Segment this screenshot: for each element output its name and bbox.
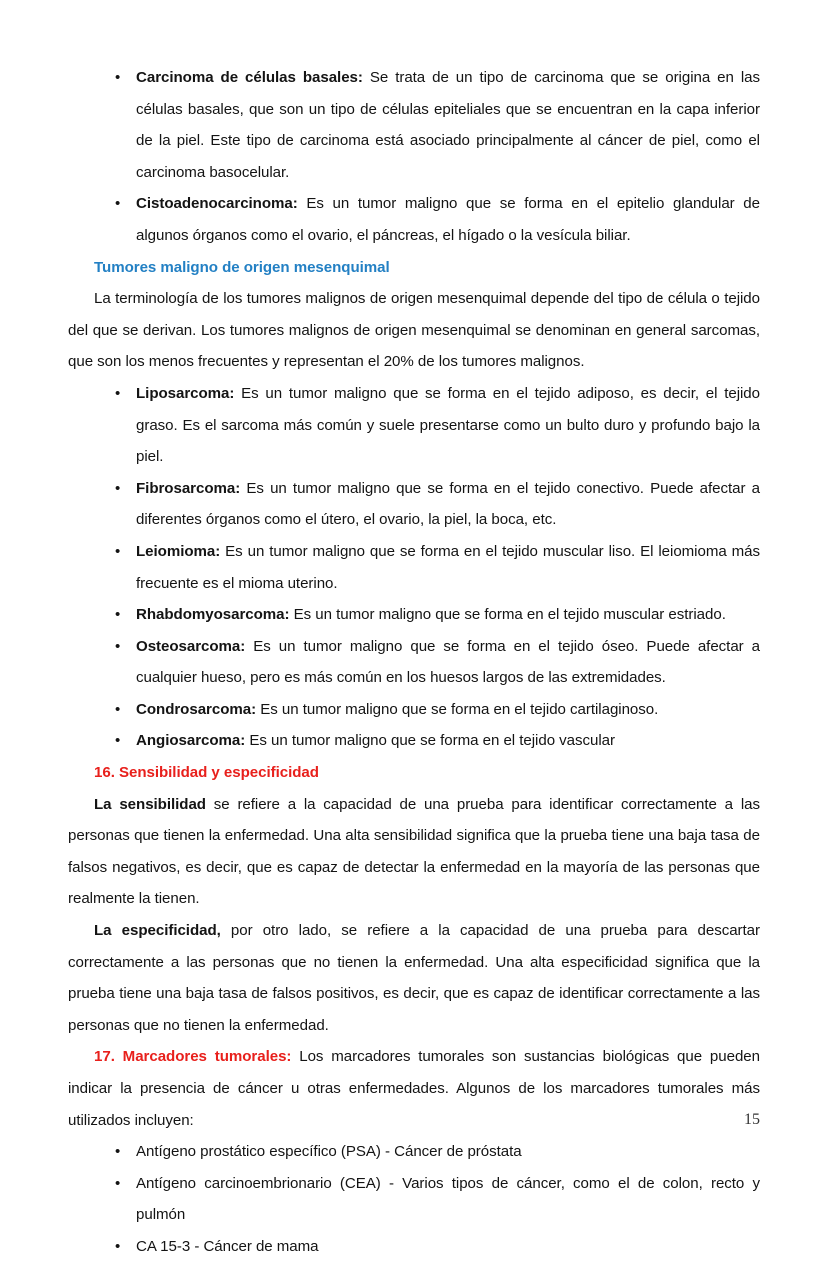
list-item [68, 1231, 760, 1263]
list-item [68, 62, 760, 188]
paragraph-mesenquimal: La terminología de los tumores malignos de origen mesenquimal depende del tipo de célula o tejido del que se derivan. Los tumores malignos de origen mesenquimal se denominan en general sarcomas, que son los menos frecuentes y representan el 20% de los tumores malignos. [68, 290, 760, 371]
list-item [68, 631, 760, 694]
list-item-text: Es un tumor maligno que se forma en el tejido cartilaginoso. [256, 700, 659, 718]
list-item-text: Es un tumor maligno que se forma en el epitelio glandular de algunos órganos como el ovario, el páncreas, el hígado o la vesícula biliar. [136, 195, 760, 244]
list-item-text: Es un tumor maligno que se forma en el tejido adiposo, es decir, el tejido graso. Es el sarcoma más común y suele presentarse como un bulto duro y profundo bajo la piel. [136, 384, 760, 466]
list-item [68, 1136, 760, 1168]
list-item-term: Cistoadenocarcinoma: [136, 195, 298, 213]
list-item-text: Es un tumor maligno que se forma en el tejido muscular estriado. [289, 606, 726, 624]
list-item-text: Antígeno carcinoembrionario (CEA) - Varios tipos de cáncer, como el de colon, recto y pulmón [136, 1174, 760, 1224]
paragraph-especificidad-rest: por otro lado, se refiere a la capacidad de una prueba para descartar correctamente a las personas que no tienen la enfermedad. Una alta especificidad significa que la prueba tiene una baja tasa de falsos positivos, es decir, que es capaz de identificar correctamente a las personas que no tienen la enfermedad. [68, 922, 760, 1034]
paragraph-especificidad [68, 915, 760, 1041]
bullet-list-marcadores-tumorales [68, 1136, 760, 1262]
page-number: 15 [744, 1111, 760, 1128]
paragraph-especificidad-lead: La especificidad, [94, 922, 221, 940]
list-item [68, 694, 760, 726]
list-item-term: Osteosarcoma: [136, 637, 246, 655]
bullet-list-epithelial-carcinomas [68, 62, 760, 252]
list-item-text: Antígeno prostático específico (PSA) - Cáncer de próstata [136, 1143, 522, 1161]
list-item-term: Leiomioma: [136, 542, 221, 560]
list-item [68, 725, 760, 757]
section-heading-16: 16. Sensibilidad y especificidad [94, 764, 319, 782]
list-item-text: Es un tumor maligno que se forma en el tejido vascular [245, 732, 615, 750]
section-heading-17: 17. Marcadores tumorales: [94, 1048, 292, 1066]
list-item [68, 1168, 760, 1231]
list-item [68, 536, 760, 599]
list-item [68, 188, 760, 251]
list-item [68, 473, 760, 536]
list-item-term: Condrosarcoma: [136, 700, 257, 718]
list-item-term: Angiosarcoma: [136, 732, 246, 750]
list-item-text: Es un tumor maligno que se forma en el tejido muscular liso. El leiomioma más frecuente es el mioma uterino. [136, 542, 760, 592]
bullet-list-sarcomas [68, 378, 760, 757]
paragraph-sensibilidad-lead: La sensibilidad [94, 795, 206, 813]
list-item-term: Carcinoma de células basales: [136, 69, 363, 86]
list-item-term: Rhabdomyosarcoma: [136, 606, 290, 624]
list-item-term: Fibrosarcoma: [136, 479, 241, 497]
paragraph-17-rest: Los marcadores tumorales son sustancias biológicas que pueden indicar la presencia de cáncer u otras enfermedades. Algunos de los marcadores tumorales más utilizados incluyen: [68, 1048, 760, 1129]
list-item-text: Es un tumor maligno que se forma en el tejido conectivo. Puede afectar a diferentes órganos como el útero, el ovario, la piel, la boca, etc. [136, 479, 760, 529]
list-item-term: Liposarcoma: [136, 384, 235, 402]
section-heading-mesenquimal: Tumores maligno de origen mesenquimal [94, 258, 390, 276]
page-content [68, 62, 760, 1263]
paragraph-sensibilidad-rest: se refiere a la capacidad de una prueba para identificar correctamente a las personas que tienen la enfermedad. Una alta sensibilidad significa que la prueba tiene una baja tasa de falsos negativos, es decir, que es capaz de detectar la enfermedad en la mayoría de las personas que realmente la tienen. [68, 795, 760, 908]
list-item [68, 378, 760, 473]
list-item-text: Es un tumor maligno que se forma en el tejido óseo. Puede afectar a cualquier hueso, pero es más común en los huesos largos de las extremidades. [136, 637, 760, 687]
paragraph-17-marcadores [68, 1041, 760, 1136]
list-item-text: CA 15-3 - Cáncer de mama [136, 1237, 319, 1255]
list-item-text: Se trata de un tipo de carcinoma que se origina en las células basales, que son un tipo de células epiteliales que se encuentran en la capa inferior de la piel. Este tipo de carcinoma está asociado principalmente al cáncer de piel, como el carcinoma basocelular. [136, 69, 760, 181]
list-item [68, 599, 760, 631]
paragraph-sensibilidad [68, 789, 760, 915]
